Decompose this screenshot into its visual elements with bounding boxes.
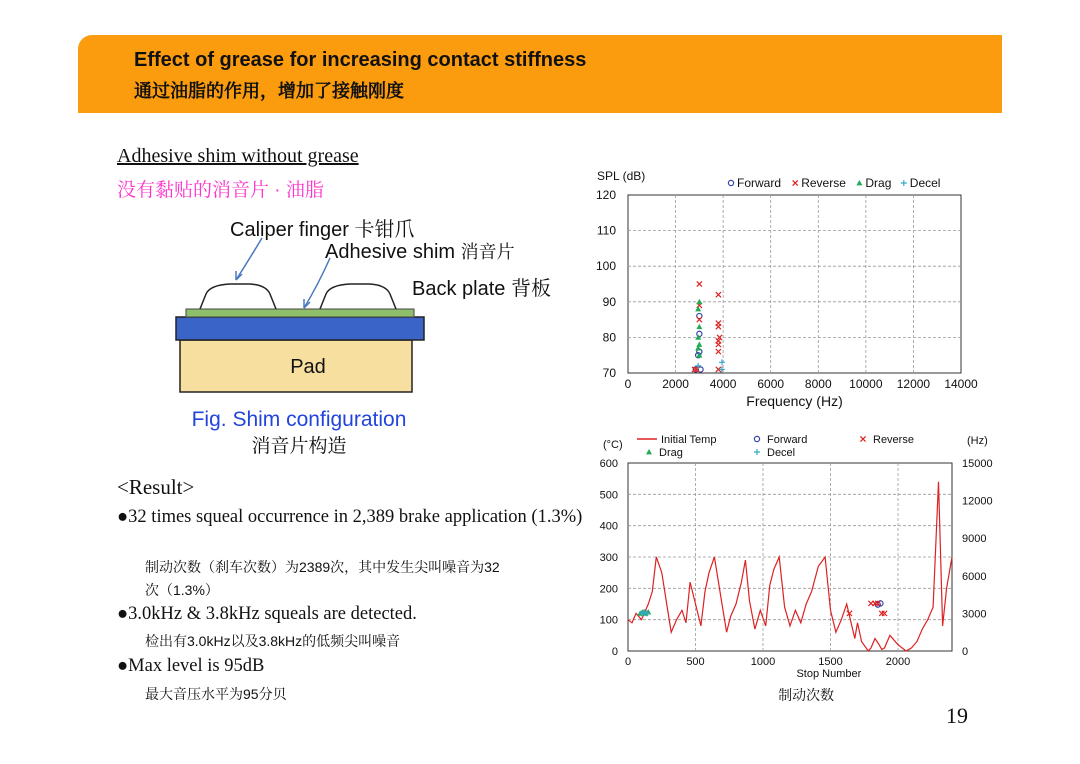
bullet-1-cn-2: 次（1.3%） (145, 582, 219, 598)
bullet-1-cn-1: 制动次数（刹车次数）为2389次，其中发生尖叫噪音为32 (145, 559, 500, 575)
title-english: Effect of grease for increasing contact stiffness (134, 49, 587, 71)
x-tick-label: 6000 (757, 377, 785, 391)
temperature-stop-chart (585, 430, 1005, 715)
shim-configuration-diagram (170, 210, 580, 460)
section-heading-cn: 没有黏贴的消音片 · 油脂 (117, 180, 324, 201)
y-left-tick-label: 0 (611, 646, 618, 658)
legend-marker-reverse (860, 436, 865, 441)
x-tick-label: 1000 (750, 656, 776, 668)
y-axis-label: SPL (dB) (597, 169, 646, 183)
y-right-tick-label: 12000 (962, 495, 993, 508)
x-axis-label-cn: 制动次数 (778, 687, 835, 703)
x-tick-label: 4000 (709, 377, 737, 391)
bullet-3-cn: 最大音压水平为95分贝 (145, 686, 287, 702)
x-tick-label: 1500 (818, 656, 843, 668)
y-right-tick-label: 15000 (962, 458, 993, 470)
legend-label-forward: Forward (767, 434, 808, 446)
legend-marker-reverse (793, 180, 798, 185)
legend-marker-decel (901, 180, 907, 186)
legend-label-forward: Forward (737, 176, 782, 190)
adhesive-shim-label: Adhesive shim (325, 241, 456, 263)
legend-label-initial-temp: Initial Temp (661, 434, 717, 446)
x-tick-label: 8000 (804, 377, 832, 391)
legend-marker-decel (754, 449, 760, 455)
y-right-tick-label: 0 (962, 646, 969, 658)
x-tick-label: 0 (624, 656, 632, 668)
back-plate-label: Back plate 背板 (412, 278, 551, 300)
legend-label-decel: Decel (767, 447, 796, 459)
x-tick-label: 500 (686, 656, 705, 668)
bullet-2-en: ●3.0kHz & 3.8kHz squeals are detected. (117, 604, 417, 624)
arrow-caliper (236, 238, 262, 280)
result-heading: <Result> (117, 475, 195, 499)
y-right-tick-label: 3000 (962, 608, 987, 621)
y-right-tick-label: 9000 (962, 533, 987, 546)
y-tick-label: 90 (602, 294, 616, 309)
x-tick-label: 2000 (662, 377, 689, 391)
y-left-tick-label: 300 (599, 552, 618, 564)
x-axis-label: Stop Number (796, 668, 862, 680)
bullet-3-en: ●Max level is 95dB (117, 656, 265, 676)
y-tick-label: 110 (596, 223, 616, 238)
legend-label-drag: Drag (659, 447, 683, 459)
y-tick-label: 120 (595, 188, 616, 202)
y-tick-label: 80 (602, 330, 616, 345)
figure-caption-cn: 消音片构造 (251, 436, 347, 457)
spl-frequency-chart (585, 162, 1005, 417)
x-tick-label: 2000 (885, 656, 911, 668)
legend-label-decel: Decel (909, 176, 941, 190)
caliper-finger-left (200, 284, 276, 309)
svg-text:Adhesive shim 消音片 (325, 241, 515, 263)
y-left-tick-label: 400 (599, 520, 618, 533)
back-plate (176, 317, 424, 340)
x-axis-label: Frequency (Hz) (746, 393, 843, 409)
y-tick-label: 100 (595, 259, 616, 274)
legend-marker-forward (754, 436, 759, 441)
bullet-1-en: ●32 times squeal occurrence in 2,389 brake application (1.3%) (117, 507, 583, 527)
adhesive-shim (186, 309, 414, 317)
caliper-finger-right (320, 284, 396, 309)
legend-label-drag: Drag (865, 176, 892, 190)
legend-label-reverse: Reverse (873, 434, 914, 446)
adhesive-shim-label-cn: 消音片 (460, 242, 515, 262)
legend-marker-forward (728, 180, 733, 185)
legend-marker-drag (856, 180, 862, 185)
y-left-tick-label: 200 (599, 583, 618, 596)
legend-label-reverse: Reverse (801, 176, 846, 190)
pad-label: Pad (290, 356, 326, 378)
y-left-tick-label: 500 (599, 489, 618, 502)
y-left-tick-label: 100 (599, 614, 618, 627)
legend-marker-drag (646, 449, 652, 454)
y-left-axis-label: (°C) (603, 439, 623, 451)
y-tick-label: 70 (602, 366, 616, 380)
y-right-tick-label: 6000 (962, 570, 987, 583)
y-left-tick-label: 600 (599, 458, 618, 470)
figure-caption-en: Fig. Shim configuration (191, 408, 407, 431)
x-tick-label: 12000 (896, 377, 931, 391)
x-tick-label: 10000 (849, 377, 883, 391)
x-tick-label: 14000 (944, 377, 978, 391)
title-chinese: 通过油脂的作用，增加了接触刚度 (134, 81, 404, 101)
title-banner (78, 35, 1002, 113)
page-number: 19 (946, 703, 968, 728)
plot-area (628, 195, 961, 373)
bullet-2-cn: 检出有3.0kHz以及3.8kHz的低频尖叫噪音 (145, 633, 401, 649)
y-right-axis-label: (Hz) (967, 435, 988, 447)
x-tick-label: 0 (624, 377, 632, 391)
section-heading-en: Adhesive shim without grease (117, 145, 359, 167)
arrow-shim (304, 258, 330, 308)
caliper-finger-label: Caliper finger 卡钳爪 (230, 219, 415, 241)
